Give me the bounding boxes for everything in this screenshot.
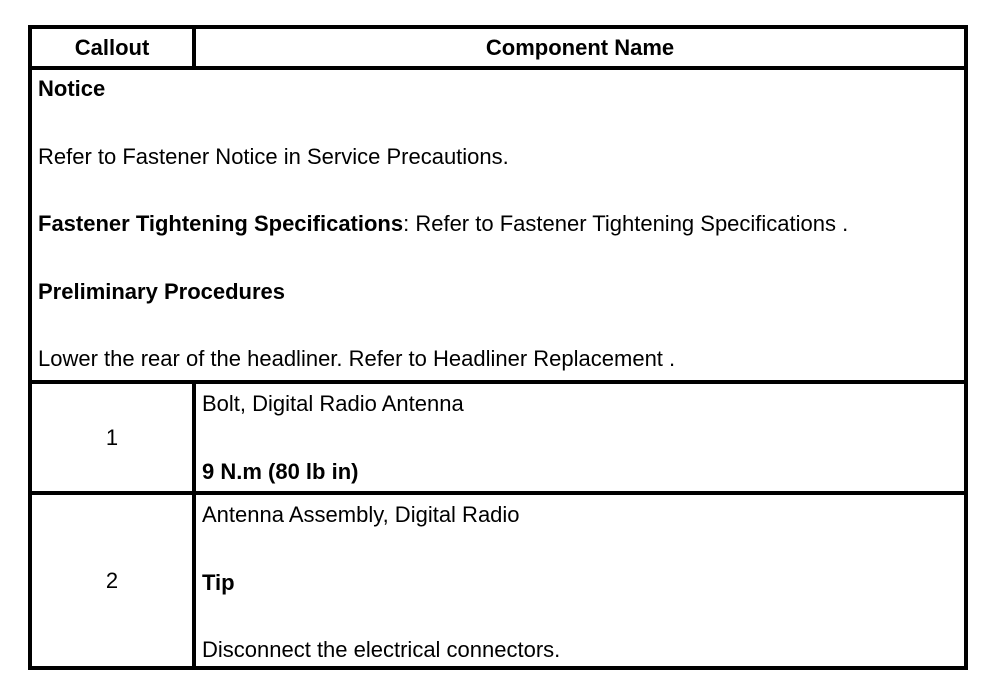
fastener-spec-label: Fastener Tightening Specifications xyxy=(38,211,404,236)
component-cell xyxy=(194,493,966,668)
tip-label: Tip xyxy=(202,569,235,595)
component-name: Antenna Assembly, Digital Radio xyxy=(202,502,520,527)
preliminary-procedures-title: Preliminary Procedures xyxy=(38,278,286,304)
component-cell xyxy=(194,382,966,493)
component-name-header: Component Name xyxy=(194,27,966,68)
header-row xyxy=(30,27,966,68)
preliminary-procedures-text: Lower the rear of the headliner. Refer to Headliner Replacement . xyxy=(38,346,676,371)
component-table xyxy=(28,25,968,670)
torque-spec: 9 N.m (80 lb in) xyxy=(202,458,359,484)
notice-row xyxy=(30,68,966,382)
component-name: Bolt, Digital Radio Antenna xyxy=(202,391,464,416)
table-row xyxy=(30,493,966,668)
notice-cell xyxy=(30,68,966,382)
notice-title: Notice xyxy=(38,76,106,101)
notice-text: Refer to Fastener Notice in Service Precautions. xyxy=(38,143,509,169)
table-row xyxy=(30,382,966,493)
callout-header: Callout xyxy=(30,27,194,68)
callout-number: 2 xyxy=(30,493,194,668)
fastener-spec-text: : Refer to Fastener Tightening Specifications . xyxy=(403,211,849,236)
fastener-spec-line xyxy=(38,208,958,276)
callout-number: 1 xyxy=(30,382,194,493)
tip-text: Disconnect the electrical connectors. xyxy=(202,637,561,662)
